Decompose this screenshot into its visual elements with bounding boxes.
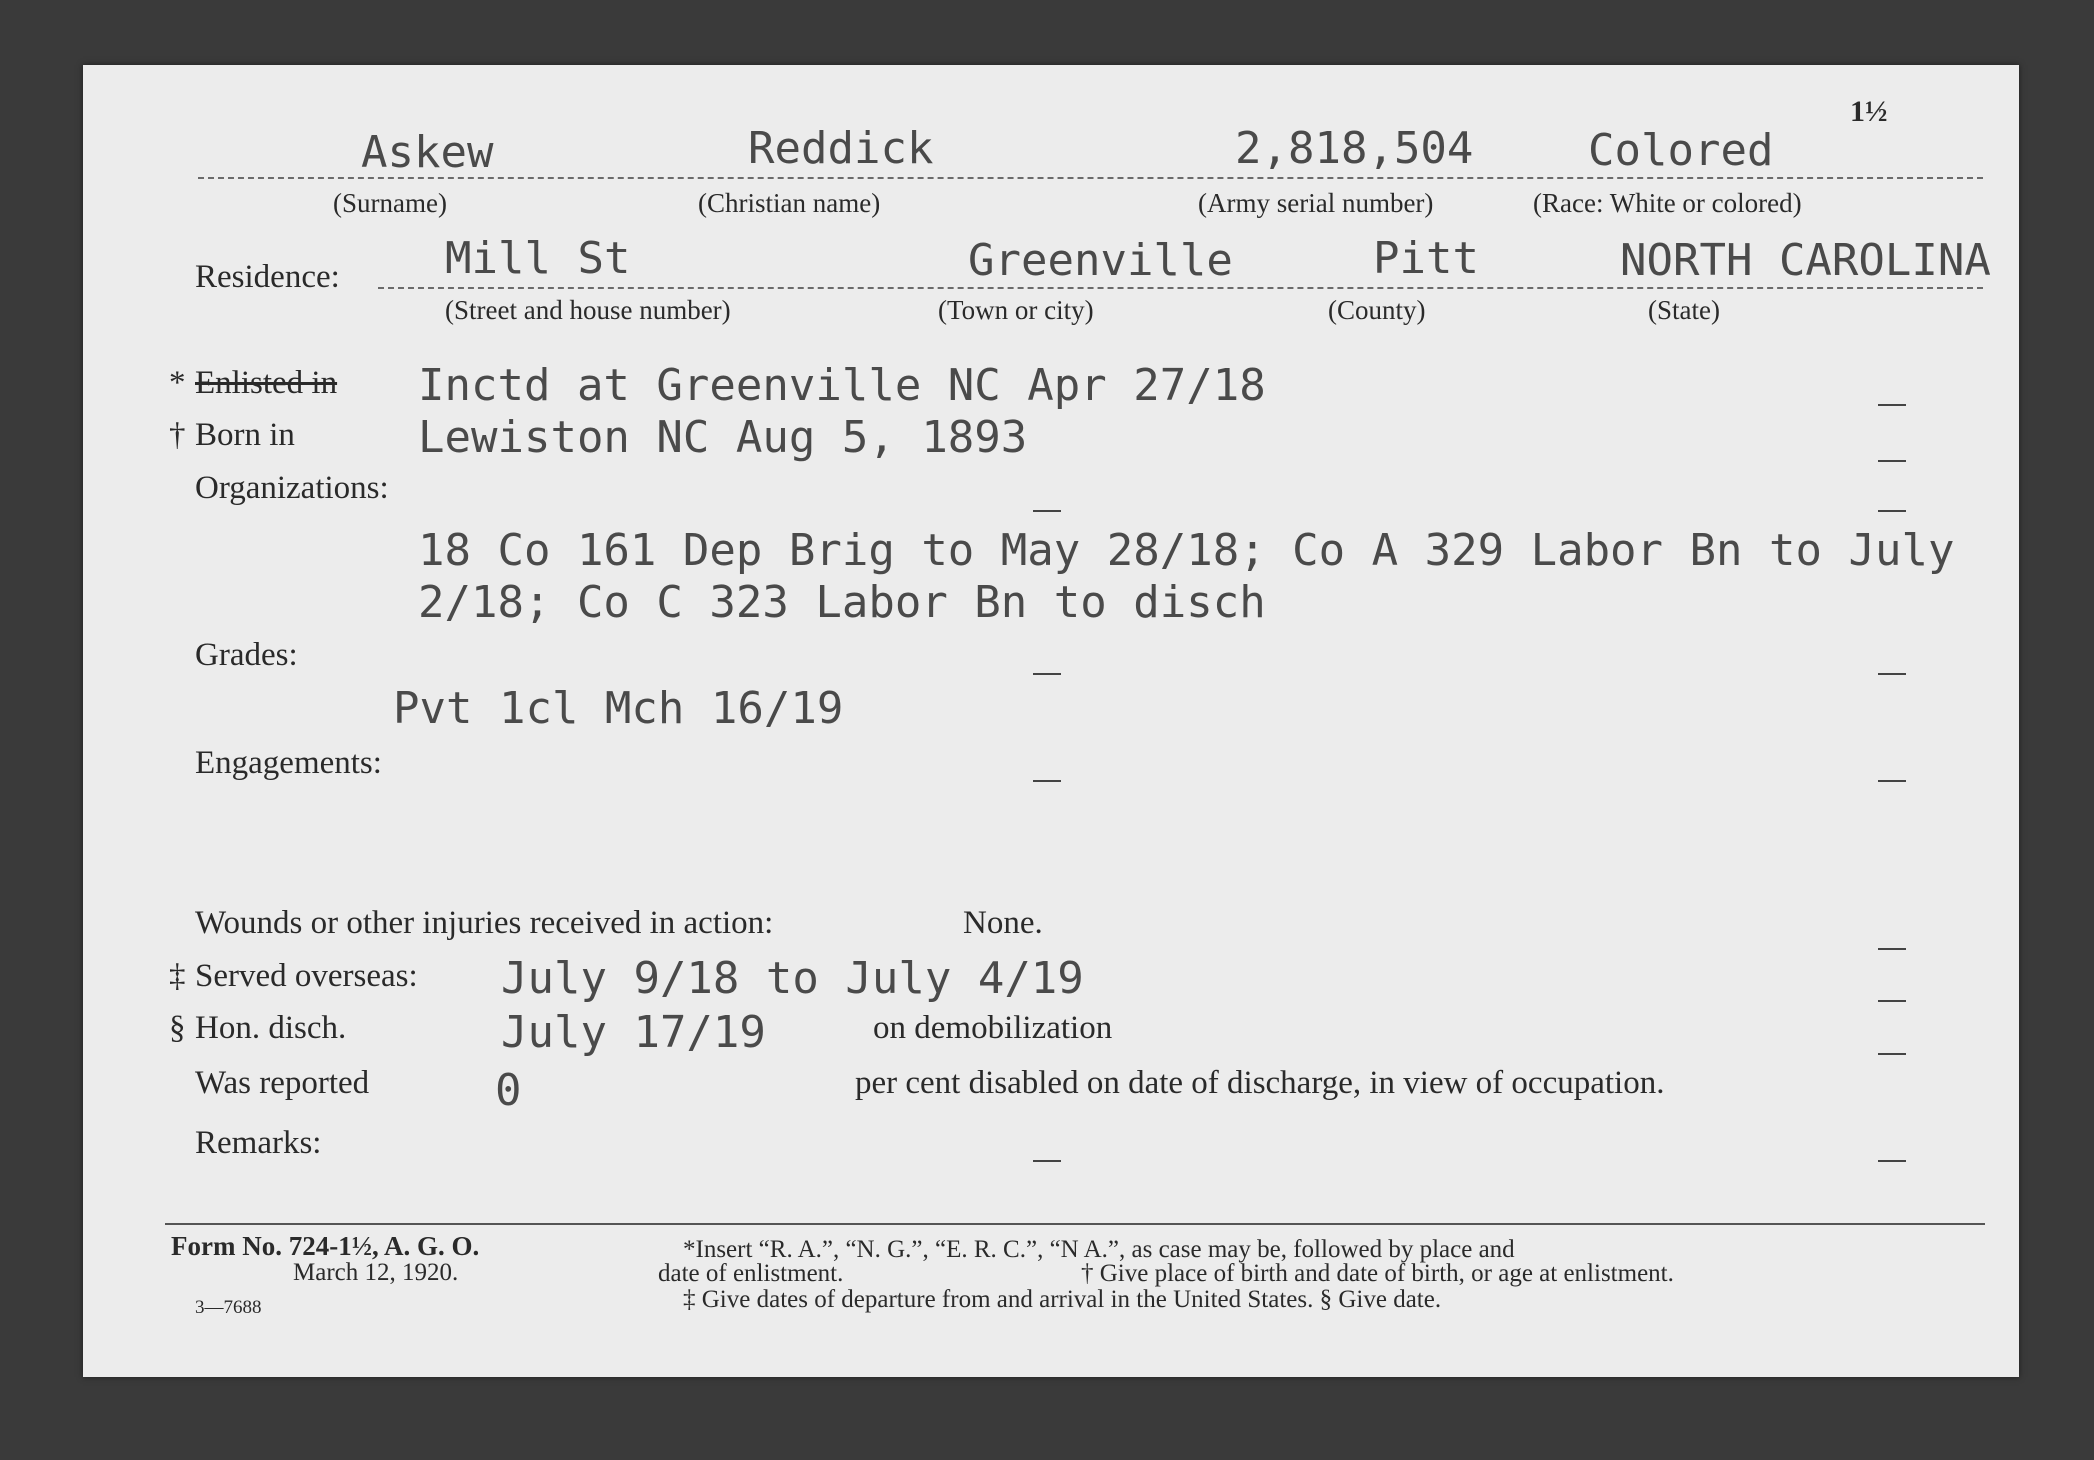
wounds-value: None. (963, 905, 1043, 941)
street-value: Mill St (445, 233, 631, 284)
margin-tick (1878, 1160, 1906, 1162)
header-rule (198, 177, 1983, 179)
race-caption: (Race: White or colored) (1533, 188, 1802, 218)
margin-tick (1878, 1000, 1906, 1002)
footer-rule (165, 1223, 1985, 1225)
margin-tick (1878, 948, 1906, 950)
grades-value: Pvt 1cl Mch 16/19 (393, 683, 844, 734)
overseas-value: July 9/18 to July 4/19 (501, 953, 1084, 1004)
hon-disch-label: Hon. disch. (195, 1010, 347, 1046)
margin-tick (1878, 1053, 1906, 1055)
form-number-text: Form No. 724-1½, A. G. O. (171, 1231, 480, 1261)
overseas-mark: ‡ (169, 958, 186, 994)
enlisted-mark: * (169, 365, 186, 401)
county-value: Pitt (1373, 233, 1479, 284)
form-date: March 12, 1920. (293, 1259, 459, 1286)
engagements-label: Engagements: (195, 745, 382, 781)
race-value: Colored (1588, 125, 1774, 176)
reported-text: per cent disabled on date of discharge, in view of occupation. (855, 1065, 1665, 1101)
grades-label: Grades: (195, 637, 298, 673)
margin-tick (1033, 673, 1061, 675)
margin-tick (1878, 404, 1906, 406)
footnote-birth: † Give place of birth and date of birth, or age at enlistment. (1081, 1260, 1674, 1287)
corner-mark: 1½ (1850, 95, 1888, 128)
serial-number-value: 2,818,504 (1235, 123, 1474, 174)
hon-disch-note: on demobilization (873, 1010, 1113, 1046)
surname-value: Askew (361, 127, 494, 178)
town-value: Greenville (968, 235, 1233, 286)
margin-tick (1033, 510, 1061, 512)
state-value: NORTH CAROLINA (1620, 235, 1991, 286)
form-number (171, 1233, 479, 1259)
organizations-line-1: 18 Co 161 Dep Brig to May 28/18; Co A 329 Labor Bn to July (418, 525, 1955, 576)
residence-label: Residence: (195, 259, 340, 295)
christian-name-value: Reddick (748, 123, 934, 174)
hon-disch-mark: § (169, 1010, 186, 1046)
hon-disch-value: July 17/19 (501, 1007, 766, 1058)
reported-label: Was reported (195, 1065, 370, 1101)
margin-tick (1878, 460, 1906, 462)
enlisted-value: Inctd at Greenville NC Apr 27/18 (418, 360, 1266, 411)
margin-tick (1878, 510, 1906, 512)
christian-name-caption: (Christian name) (698, 188, 881, 218)
serial-number-caption: (Army serial number) (1198, 188, 1434, 218)
organizations-label: Organizations: (195, 470, 389, 506)
footnote-overseas: ‡ Give dates of departure from and arrival in the United States. § Give date. (683, 1286, 1442, 1313)
state-caption: (State) (1648, 295, 1720, 325)
street-caption: (Street and house number) (445, 295, 731, 325)
overseas-label: Served overseas: (195, 958, 418, 994)
margin-tick (1033, 1160, 1061, 1162)
margin-tick (1878, 673, 1906, 675)
town-caption: (Town or city) (938, 295, 1094, 325)
margin-tick (1033, 780, 1061, 782)
county-caption: (County) (1328, 295, 1426, 325)
organizations-line-2: 2/18; Co C 323 Labor Bn to disch (418, 577, 1266, 628)
enlisted-label: Enlisted in (195, 365, 338, 401)
wounds-label: Wounds or other injuries received in action: (195, 905, 774, 941)
footnote-insert-continued: date of enlistment. (658, 1260, 844, 1287)
born-value: Lewiston NC Aug 5, 1893 (418, 412, 1028, 463)
surname-caption: (Surname) (333, 188, 447, 218)
service-record-card (83, 65, 2019, 1377)
print-code: 3—7688 (195, 1297, 262, 1318)
born-mark: † (169, 417, 186, 453)
reported-value: 0 (495, 1065, 522, 1116)
footnote-insert: *Insert “R. A.”, “N. G.”, “E. R. C.”, “N A.”, as case may be, followed by place and (683, 1236, 1515, 1263)
residence-rule (378, 287, 1983, 289)
margin-tick (1878, 780, 1906, 782)
remarks-label: Remarks: (195, 1125, 322, 1161)
born-label: Born in (195, 417, 295, 453)
